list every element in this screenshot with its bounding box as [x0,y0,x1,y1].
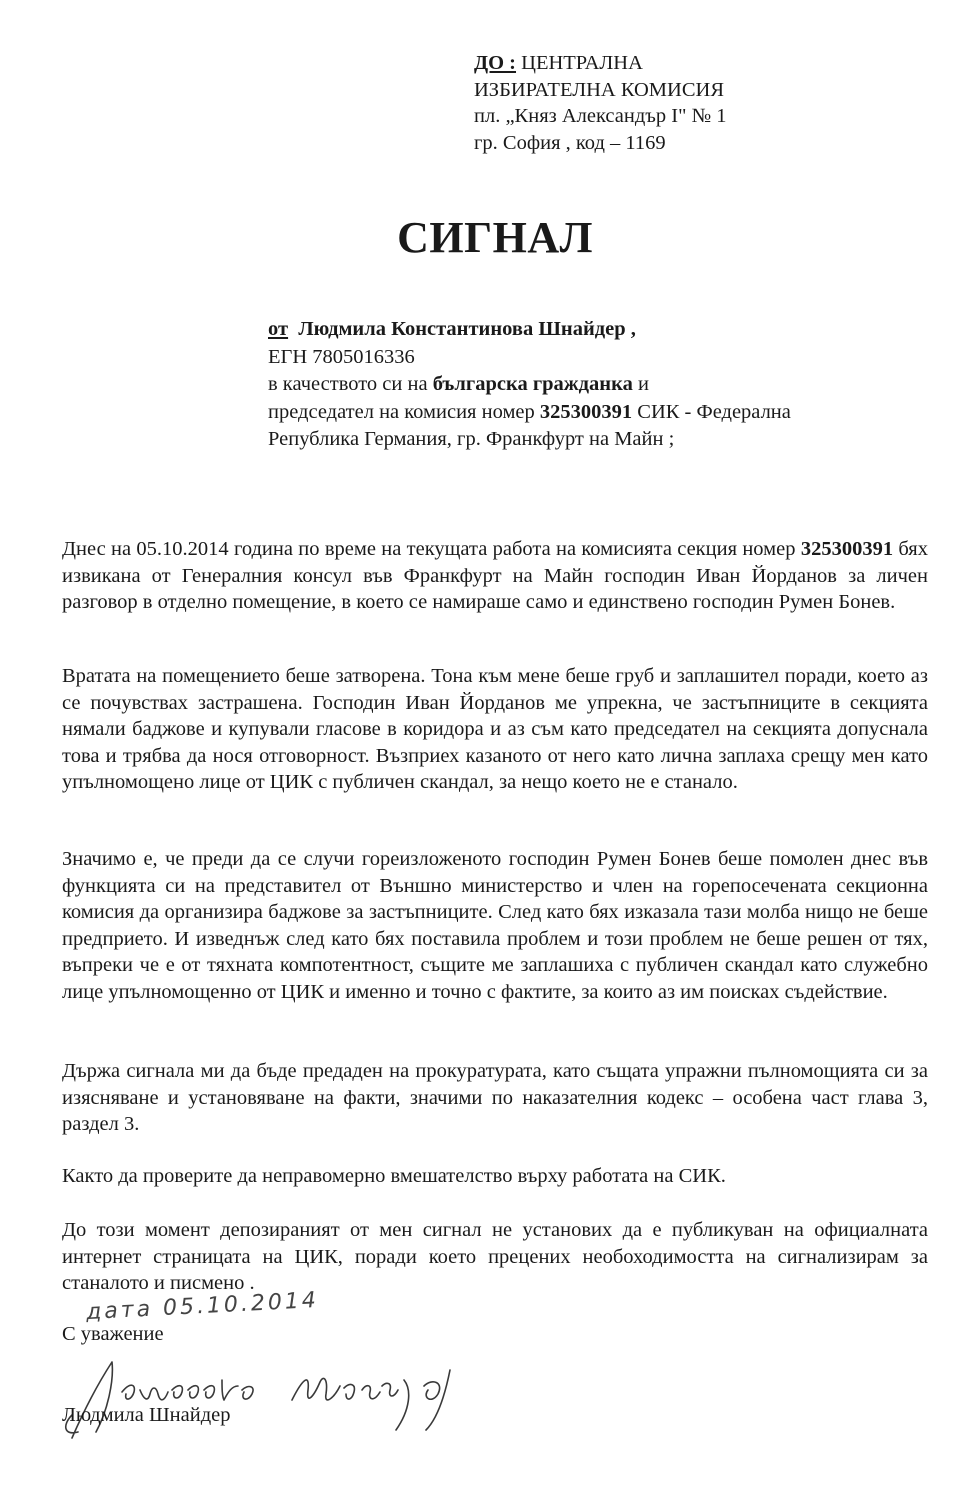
recipient-line-1 [474,50,727,77]
body-paragraph-5: Както да проверите да неправомерно вмешателство върху работата на СИК. [62,1165,726,1187]
recipient-address: пл. „Княз Александър I" № 1 [474,105,727,127]
recipient-name-1: ЦЕНТРАЛНА [521,52,643,74]
p1-suffix: бях извикана от Генералния консул във Франкфурт на Майн господин Иван Йорданов за личен разговор в отделно помещение, в което се намираше само и единствено господин Румен Бонев. [62,538,928,613]
closing-regards: С уважение [62,1323,164,1345]
handwritten-signature [52,1340,572,1450]
signer-name: Людмила Шнайдер [62,1404,231,1426]
sender-capacity [268,371,791,399]
body-paragraph-2: Вратата на помещението беше затворена. Тона към мене беше груб и заплашител поради, което аз се почувствах застрашена. Господин Иван Йорданов ме упрекна, че застъпниците в секцията нямали баджове и купували гласове в коридора и аз съм като председател на секцията допуснала това и трябва да нося отговорност. Възприех казаното от него като лична заплаха срещу мен като упълномощено лице от ЦИК с публичен скандал, за нещо което не е станало. [62,665,928,793]
recipient-block [474,50,727,156]
sender-chair [268,399,791,427]
body-paragraph-6: До този момент депозираният от мен сигнал не установих да е публикуван на официалната интернет страницата на ЦИК, поради което прецених необоходимостта на сигнализирам за станалото и писмено . [62,1219,928,1294]
handwritten-date: дата 05.10.2014 [85,1287,320,1326]
p1-section-number: 325300391 [800,538,894,560]
capacity-bold: българска гражданка [432,373,633,395]
sender-name-line [268,316,791,344]
sender-block [268,316,791,454]
recipient-city: гр. София , код – 1169 [474,131,666,154]
document-title: СИГНАЛ [397,213,593,262]
chair-suffix: СИК - Федерална [632,400,791,423]
sender-location: Република Германия, гр. Франкфурт на Майн ; [268,428,675,450]
to-label: ДО : [474,52,517,74]
sender-name: Людмила Константинова Шнайдер , [298,318,636,340]
body-paragraph-3: Значимо е, че преди да се случи гореизложеното господин Румен Бонев беше помолен днес във функцията си на представител от Външно министерство и член на горепосечената секционна комисия да организира баджове за застъпниците. След като бях изказала тази молба нищо не беше предприето. И изведнъж след като бях поставила проблем и този проблем не беше решен от тях, въпреки че е от тяхната компотентност, същите ме заплашиха с публичен скандал като служебно лице упълномощенно от ЦИК и именно и точно с фактите, за които аз им поисках съдействие. [62,848,928,1003]
chair-prefix: председател на комисия номер [268,400,540,423]
recipient-line-2: ИЗБИРАТЕЛНА КОМИСИЯ [474,78,724,101]
p1-prefix: Днес на 05.10.2014 година по време на текущата работа на комисията секция номер [62,538,801,560]
body-paragraph-4: Държа сигнала ми да бъде предаден на прокуратурата, като същата упражни пълномощията си за изясняване и установяване на факти, значими по наказателния кодекс – особена част глава 3, раздел 3. [62,1060,928,1135]
from-label: от [268,318,289,340]
capacity-suffix: и [632,373,649,395]
capacity-prefix: в качеството си на [268,373,433,395]
commission-number: 325300391 [539,400,633,423]
sender-egn: ЕГН 7805016336 [268,345,415,368]
body-paragraph-1 [62,536,928,616]
